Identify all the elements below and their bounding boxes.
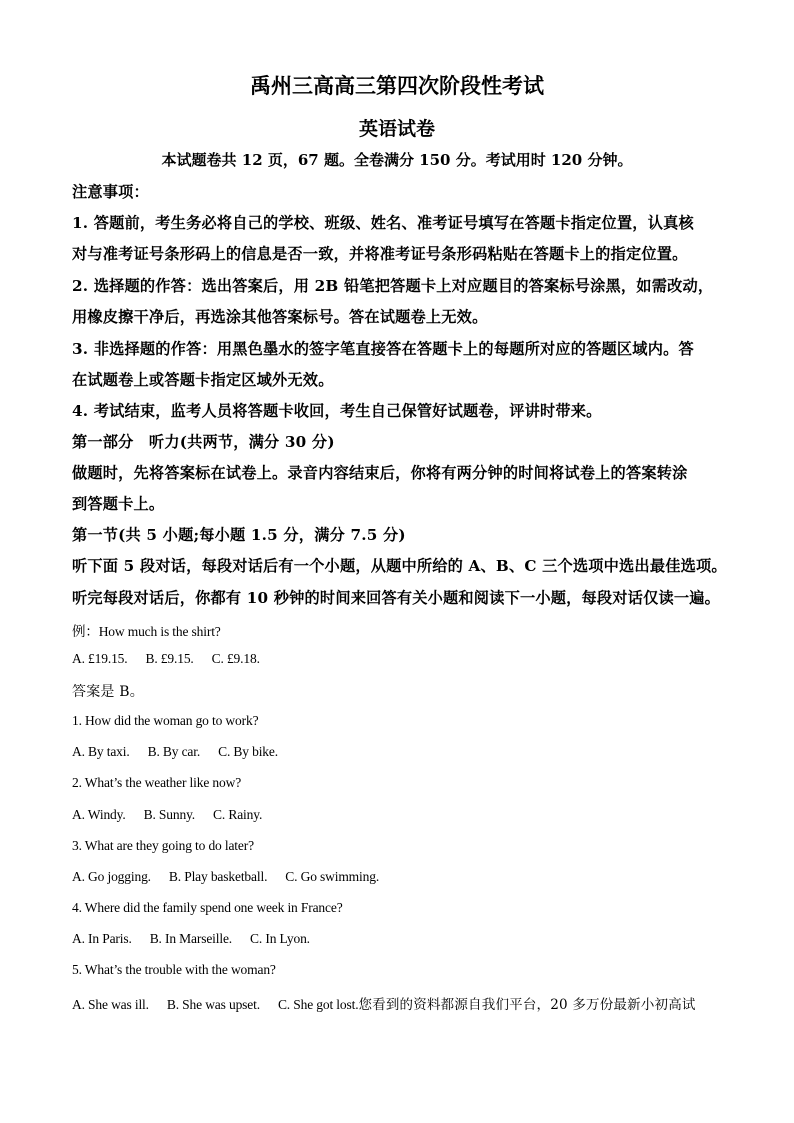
- option-c: C. In Lyon.: [250, 931, 310, 946]
- example-answer: 答案是 B。: [72, 684, 144, 700]
- question-4-options: [72, 931, 310, 947]
- option-b: B. She was upset.: [166, 997, 260, 1012]
- option-b: B. £9.15.: [145, 651, 194, 666]
- option-c: C. Go swimming.: [285, 869, 380, 884]
- option-a: A. Windy.: [72, 807, 126, 822]
- option-b: B. Sunny.: [143, 807, 196, 822]
- example-question: 例：How much is the shirt?: [72, 624, 221, 639]
- notice-item-2-line-1: 2. 选择题的作答：选出答案后，用 2B 铅笔把答题卡上对应题目的答案标号涂黑，如需改动，: [72, 277, 714, 295]
- notice-item-2-line-2: 用橡皮擦干净后，再选涂其他答案标号。答在试题卷上无效。: [72, 308, 488, 326]
- question-3-options: [72, 869, 379, 885]
- question-3: 3. What are they going to do later?: [72, 838, 254, 853]
- notice-item-3-line-2: 在试题卷上或答题卡指定区域外无效。: [72, 371, 334, 389]
- option-a: A. In Paris.: [72, 931, 132, 946]
- notice-heading: 注意事项：: [72, 183, 149, 201]
- watermark-text: 您看到的资料都源自我们平台，20 多万份最新小初高试: [358, 997, 696, 1013]
- option-b: B. In Marseille.: [149, 931, 233, 946]
- section1-heading: 第一节(共 5 小题;每小题 1.5 分，满分 7.5 分): [72, 526, 406, 544]
- exam-info: 本试题卷共 12 页，67 题。全卷满分 150 分。考试用时 120 分钟。: [161, 151, 633, 169]
- option-a: A. She was ill.: [72, 997, 149, 1012]
- question-2: 2. What’s the weather like now?: [72, 775, 242, 790]
- section1-instruction-line-2: 听完每段对话后，你都有 10 秒钟的时间来回答有关小题和阅读下一小题，每段对话仅读一遍。: [72, 589, 721, 607]
- option-a: A. £19.15.: [72, 651, 128, 666]
- option-b: B. By car.: [147, 744, 201, 759]
- notice-item-3-line-1: 3. 非选择题的作答：用黑色墨水的签字笔直接答在答题卡上的每题所对应的答题区域内。答: [72, 340, 694, 358]
- part1-instruction-line-1: 做题时，先将答案标在试卷上。录音内容结束后，你将有两分钟的时间将试卷上的答案转涂: [72, 464, 688, 482]
- section1-instruction-line-1: 听下面 5 段对话，每段对话后有一个小题，从题中所给的 A、B、C 三个选项中选出最佳选项。: [72, 557, 727, 575]
- option-a: A. Go jogging.: [72, 869, 151, 884]
- part1-instruction-line-2: 到答题卡上。: [72, 495, 165, 513]
- example-options: [72, 651, 260, 667]
- option-a: A. By taxi.: [72, 744, 130, 759]
- question-2-options: [72, 807, 262, 823]
- part1-heading: 第一部分 听力(共两节，满分 30 分): [72, 433, 335, 451]
- option-c: C. By bike.: [218, 744, 278, 759]
- question-5-options: [72, 993, 696, 1013]
- question-1-options: [72, 744, 278, 760]
- option-b: B. Play basketball.: [168, 869, 268, 884]
- notice-item-1-line-2: 对与准考证号条形码上的信息是否一致，并将准考证号条形码粘贴在答题卡上的指定位置。: [72, 245, 688, 263]
- option-c: C. £9.18.: [211, 651, 260, 666]
- notice-item-4: 4. 考试结束，监考人员将答题卡收回，考生自己保管好试题卷，评讲时带来。: [72, 402, 602, 420]
- option-c: C. She got lost.: [277, 997, 359, 1012]
- exam-subtitle: 英语试卷: [358, 118, 435, 140]
- question-4: 4. Where did the family spend one week in France?: [72, 900, 343, 915]
- option-c: C. Rainy.: [213, 807, 263, 822]
- exam-title: 禹州三高高三第四次阶段性考试: [250, 73, 544, 98]
- notice-item-1-line-1: 1. 答题前，考生务必将自己的学校、班级、姓名、准考证号填写在答题卡指定位置，认真核: [72, 214, 694, 232]
- question-1: 1. How did the woman go to work?: [72, 713, 259, 728]
- question-5: 5. What’s the trouble with the woman?: [72, 962, 276, 977]
